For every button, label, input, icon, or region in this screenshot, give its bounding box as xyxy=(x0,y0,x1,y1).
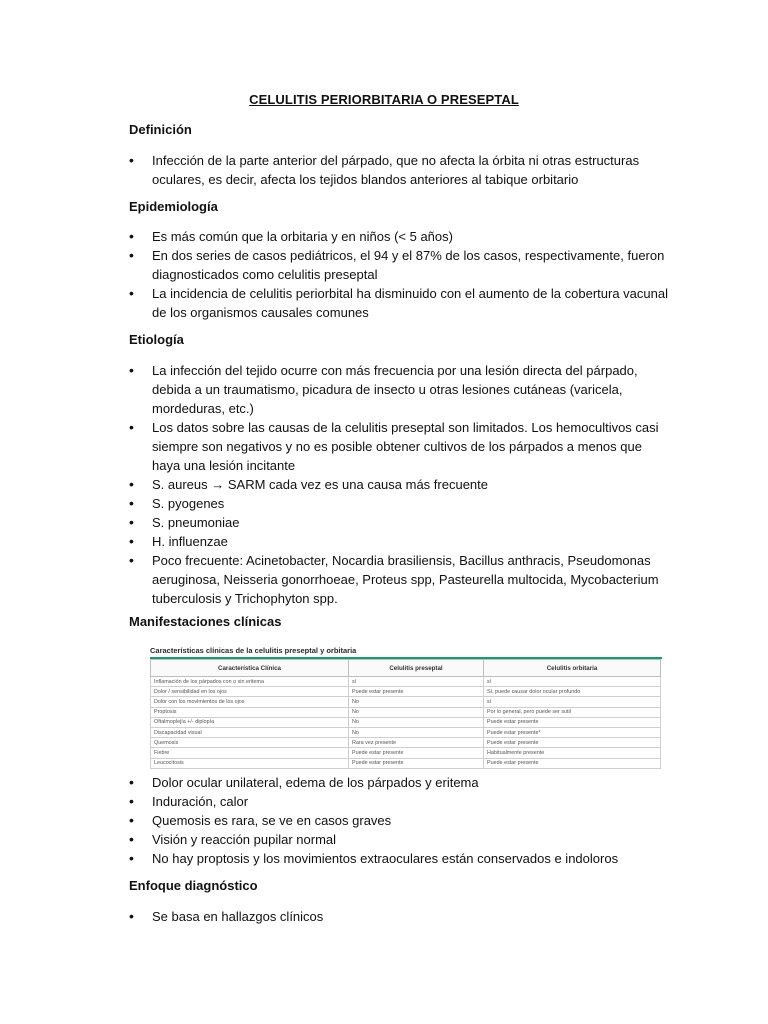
heading-definicion: Definición xyxy=(129,122,192,137)
list-item: • Es más común que la orbitaria y en niños (< 5 años) xyxy=(129,227,669,246)
list-item: • La infección del tejido ocurre con más frecuencia por una lesión directa del párpado, debida a un traumatismo, picadura de insecto u otras lesiones cutáneas (varicela, mordeduras, etc.) xyxy=(129,361,669,418)
table-cell: sí xyxy=(349,677,484,687)
list-item: • La incidencia de celulitis periorbital ha disminuido con el aumento de la cobertura vacunal de los organismos causales comunes xyxy=(129,284,669,322)
heading-manifestaciones: Manifestaciones clínicas xyxy=(129,614,282,629)
table-header-row xyxy=(151,660,661,677)
table-cell: Puede estar presente xyxy=(484,738,661,748)
heading-enfoque: Enfoque diagnóstico xyxy=(129,878,258,893)
list-item: • Se basa en hallazgos clínicos xyxy=(129,907,669,926)
table-cell: Puede estar presente xyxy=(484,758,661,768)
table-cell: No xyxy=(349,697,484,707)
list-item: • Los datos sobre las causas de la celulitis preseptal son limitados. Los hemocultivos casi siempre son negativos y no es posible obtener cultivos de los párpados a menos que haya una lesión incitante xyxy=(129,418,669,475)
list-item: • S. pneumoniae xyxy=(129,513,669,532)
table-cell: Leucocitosis xyxy=(151,758,349,768)
table-row xyxy=(151,738,661,748)
heading-epidemiologia: Epidemiología xyxy=(129,199,218,214)
list-item: • H. influenzae xyxy=(129,532,669,551)
table-cell: Por lo general, pero puede ser sutil xyxy=(484,707,661,717)
table-row xyxy=(151,748,661,758)
table-cell: Quemosis xyxy=(151,738,349,748)
table-cell: Discapacidad visual xyxy=(151,727,349,737)
list-item: • Induración, calor xyxy=(129,792,669,811)
table-row xyxy=(151,677,661,687)
table-caption: Características clínicas de la celulitis preseptal y orbitaria xyxy=(150,646,357,655)
table-cell: No xyxy=(349,727,484,737)
table-cell: Dolor con los movimientos de los ojos xyxy=(151,697,349,707)
list-epidemiologia xyxy=(129,227,669,322)
table-header-cell: Celulitis orbitaria xyxy=(484,660,661,677)
table-row xyxy=(151,687,661,697)
list-definicion xyxy=(129,151,669,189)
table-cell: Puede estar presente xyxy=(484,717,661,727)
list-item: • Poco frecuente: Acinetobacter, Nocardia brasiliensis, Bacillus anthracis, Pseudomonas aeruginosa, Neisseria gonorrhoeae, Proteus spp, Pasteurella multocida, Mycobacterium tuberculosis y Trichophyton spp. xyxy=(129,551,669,608)
table-cell: No xyxy=(349,717,484,727)
table-cell: Rara vez presente xyxy=(349,738,484,748)
table-cell: Puede estar presente xyxy=(349,687,484,697)
table-cell: No xyxy=(349,707,484,717)
table-row xyxy=(151,697,661,707)
table-cell: sí xyxy=(484,697,661,707)
list-enfoque xyxy=(129,907,669,926)
table-cell: Habitualmente presente xyxy=(484,748,661,758)
clinical-features-table-figure xyxy=(150,645,662,773)
table-cell: Sí, puede causar dolor ocular profundo xyxy=(484,687,661,697)
clinical-features-table xyxy=(150,659,661,769)
table-cell: Dolor / sensibilidad en los ojos xyxy=(151,687,349,697)
table-cell: sí xyxy=(484,677,661,687)
table-cell: Fiebre xyxy=(151,748,349,758)
list-item: • En dos series de casos pediátricos, el 94 y el 87% de los casos, respectivamente, fueron diagnosticados como celulitis preseptal xyxy=(129,246,669,284)
list-item: • Visión y reacción pupilar normal xyxy=(129,830,669,849)
page-title: CELULITIS PERIORBITARIA O PRESEPTAL xyxy=(249,92,519,107)
list-item: • S. pyogenes xyxy=(129,494,669,513)
table-cell: Proptosis xyxy=(151,707,349,717)
list-item: • S. aureus → SARM cada vez es una causa más frecuente xyxy=(129,475,669,494)
table-row xyxy=(151,758,661,768)
table-header-cell: Celulitis preseptal xyxy=(349,660,484,677)
list-item: • Infección de la parte anterior del párpado, que no afecta la órbita ni otras estructuras oculares, es decir, afecta los tejidos blandos anteriores al tabique orbitario xyxy=(129,151,669,189)
table-row xyxy=(151,727,661,737)
table-row xyxy=(151,707,661,717)
list-manifestaciones xyxy=(129,773,669,868)
table-row xyxy=(151,717,661,727)
list-item: • No hay proptosis y los movimientos extraoculares están conservados e indoloros xyxy=(129,849,669,868)
table-cell: Puede estar presente* xyxy=(484,727,661,737)
table-cell: Inflamación de los párpados con o sin eritema xyxy=(151,677,349,687)
list-etiologia xyxy=(129,361,669,608)
table-header-cell: Característica Clínica xyxy=(151,660,349,677)
heading-etiologia: Etiología xyxy=(129,332,184,347)
list-item: • Dolor ocular unilateral, edema de los párpados y eritema xyxy=(129,773,669,792)
table-cell: Puede estar presente xyxy=(349,748,484,758)
table-cell: Oftalmoplejía +/- diplopía xyxy=(151,717,349,727)
table-cell: Puede estar presente xyxy=(349,758,484,768)
list-item: • Quemosis es rara, se ve en casos graves xyxy=(129,811,669,830)
